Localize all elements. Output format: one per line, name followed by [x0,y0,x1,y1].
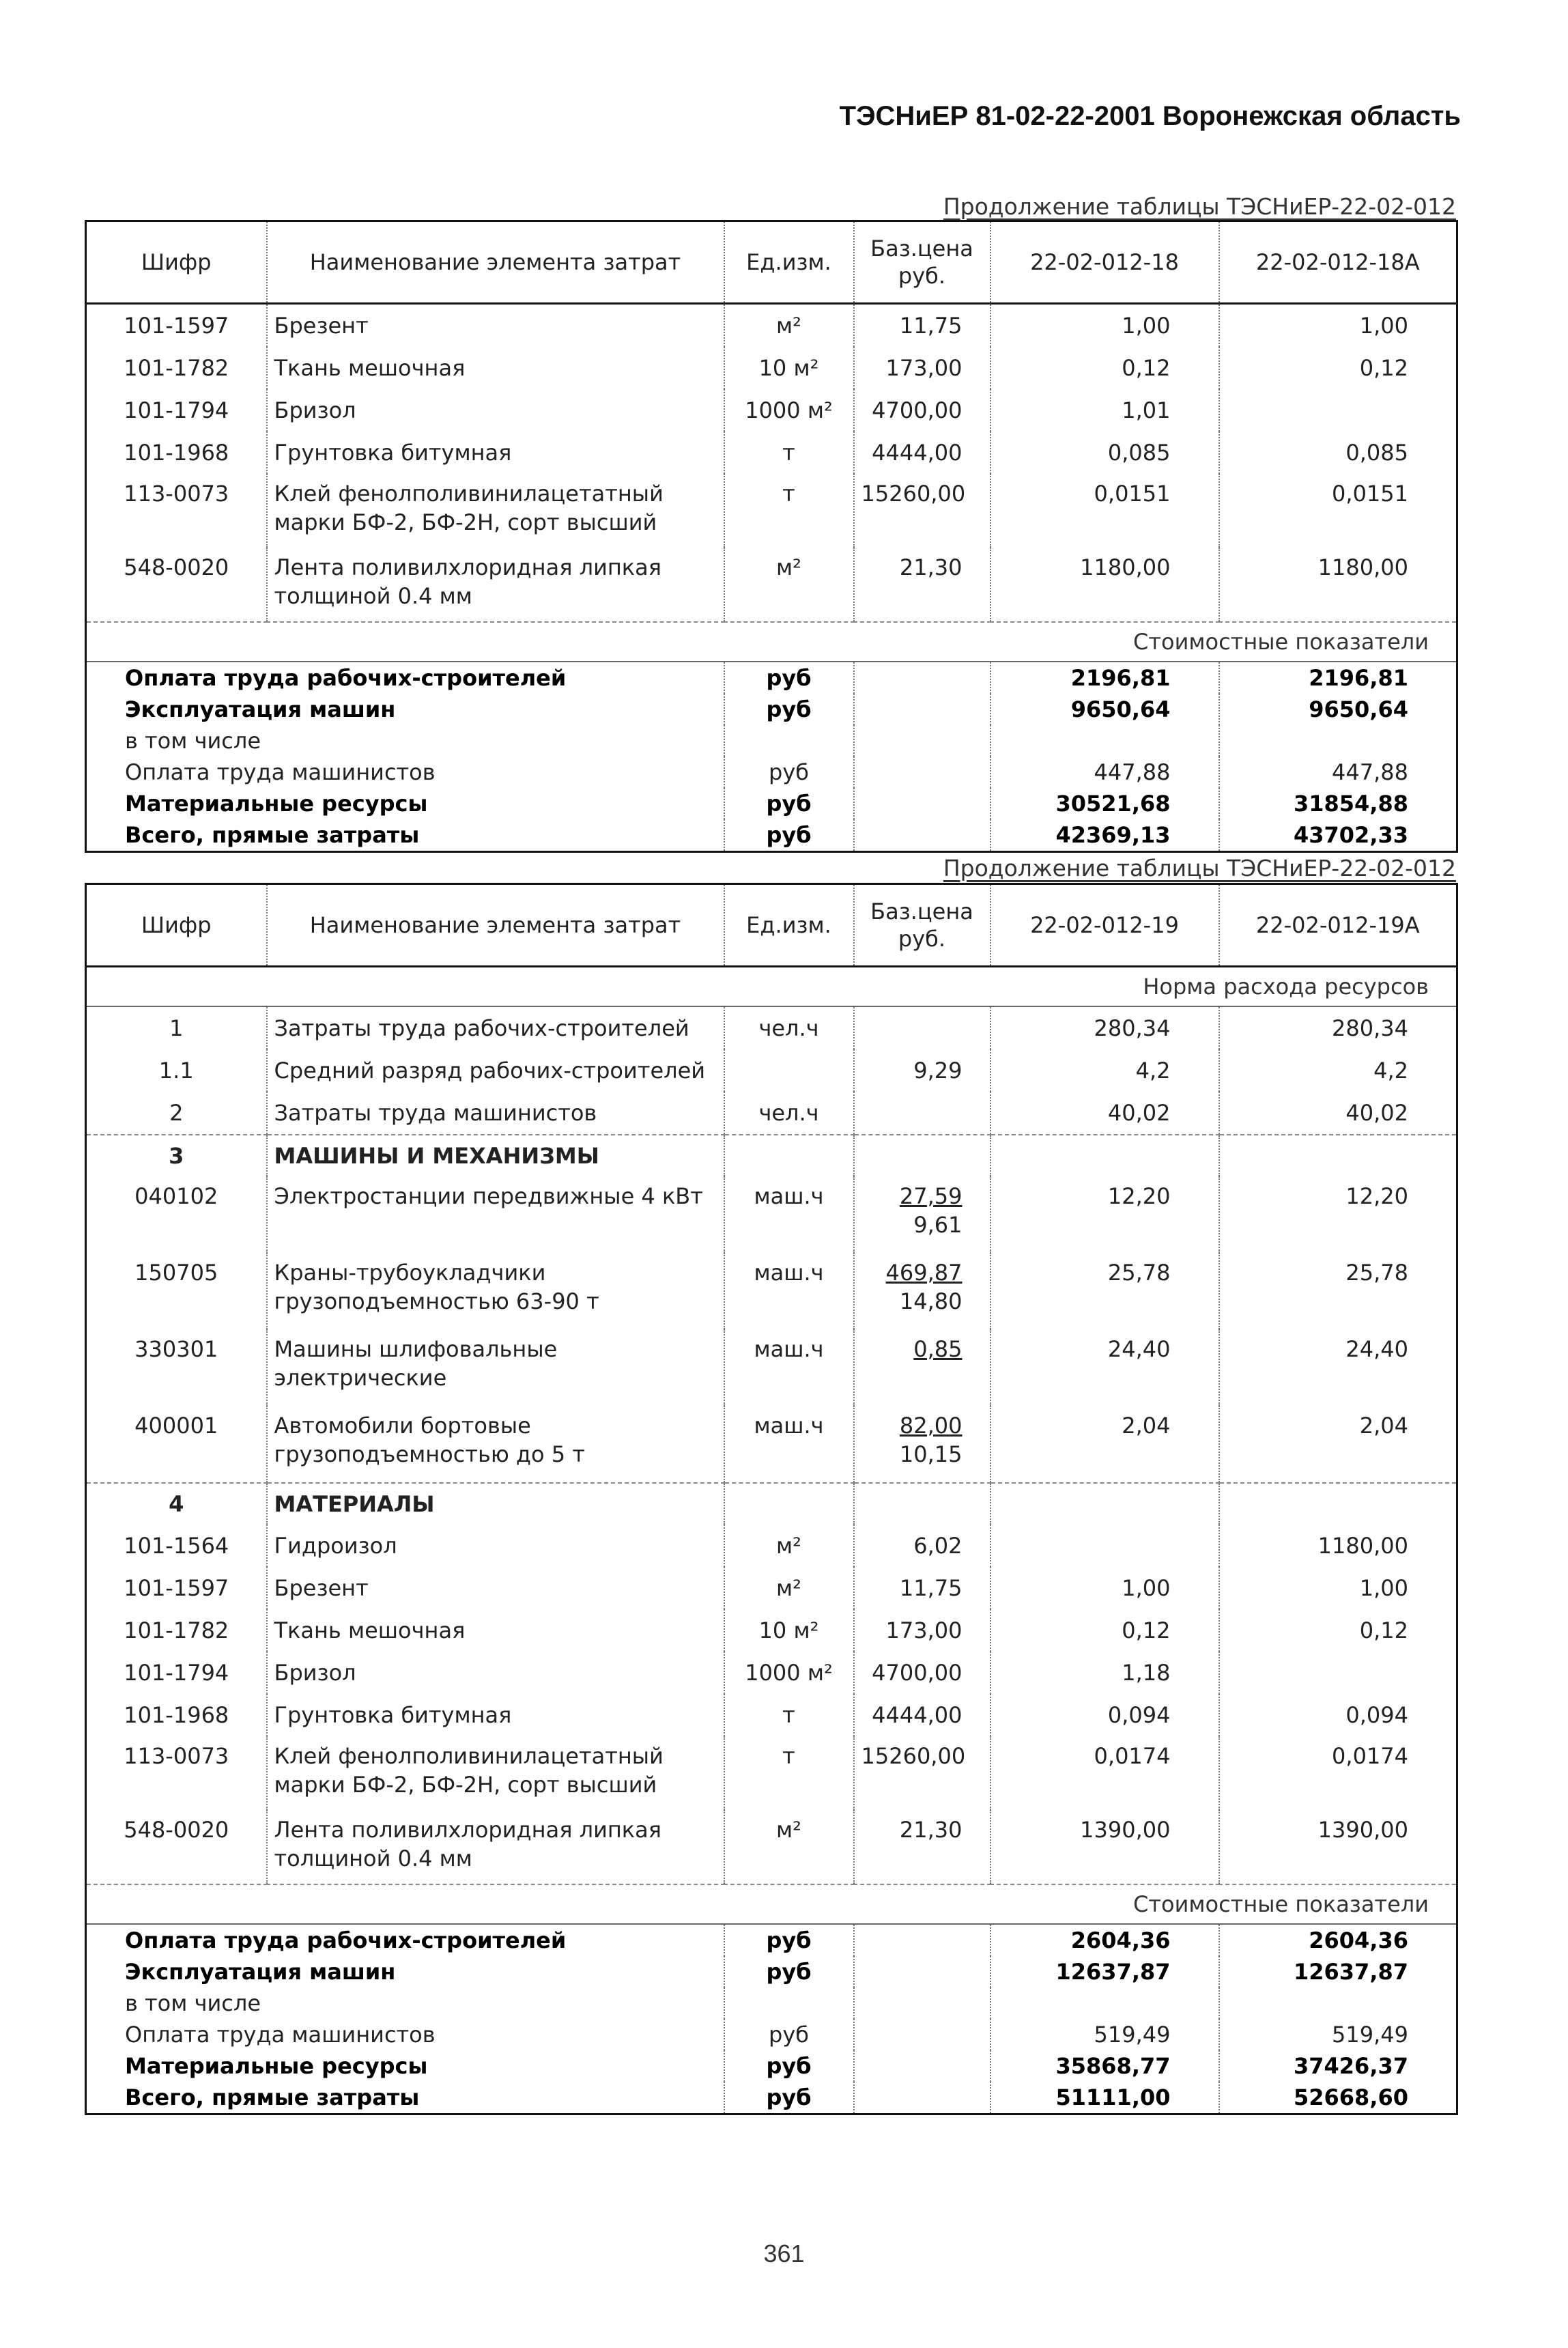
value2-cell: 0,0174 [1219,1736,1457,1810]
name-cell: Автомобили бортовые грузоподъемностью до 5 т [267,1406,724,1483]
cost-value1 [990,1988,1219,2019]
empty-cell [854,1988,990,2019]
value1-cell: 0,094 [990,1694,1219,1736]
cost-value1: 30521,68 [990,788,1219,819]
value1-cell: 2,04 [990,1406,1219,1483]
value1-cell: 12,20 [990,1176,1219,1253]
code-cell: 548-0020 [124,1817,229,1843]
table-row [86,1609,1457,1652]
name-cell: Машины шлифовальные электрические [267,1329,724,1406]
cost-label: Оплата труда машинистов [125,759,436,785]
empty-cell [854,788,990,819]
cost-row [86,2082,1457,2114]
value2-cell: 0,0151 [1219,474,1457,548]
name-cell: Краны-трубоукладчики грузоподъемностью 63-90 т [267,1253,724,1329]
unit-cell: т [724,1736,854,1810]
cost-value1: 447,88 [990,756,1219,788]
cost-row [86,1924,1457,1956]
name-cell: Средний разряд рабочих-строителей [267,1049,724,1092]
column-header: Ед.изм. [724,221,854,304]
unit-cell: чел.ч [724,1006,854,1049]
price-cell [854,1329,990,1406]
cost-section [86,622,1457,662]
unit-cell: м² [724,1810,854,1884]
empty-cell [854,1924,990,1956]
empty-cell [854,2082,990,2114]
table-row [86,432,1457,474]
section-code: 4 [86,1483,267,1525]
unit-cell: м² [724,304,854,348]
table2-caption: Продолжение таблицы ТЭСНиЕР-22-02-012 [943,855,1456,881]
empty-cell [1219,1135,1457,1176]
code-cell: 101-1597 [124,313,229,339]
cost-unit: руб [724,1956,854,1988]
code-cell: 2 [169,1100,184,1126]
unit-cell: 10 м² [724,1609,854,1652]
empty-cell [854,1483,990,1525]
value1-cell: 1,00 [990,304,1219,348]
name-cell: Брезент [267,1567,724,1609]
table-row [86,1736,1457,1810]
column-header: Наименование элемента затрат [267,884,724,967]
price-bottom: 9,61 [913,1212,963,1238]
price-cell: 4444,00 [854,1694,990,1736]
empty-cell [854,1956,990,1988]
value2-cell: 1390,00 [1219,1810,1457,1884]
cost-unit: руб [724,2019,854,2050]
cost-value2: 2604,36 [1219,1924,1457,1956]
table-row [86,1176,1457,1253]
code-cell: 113-0073 [124,1743,229,1769]
price-top: 82,00 [899,1413,963,1439]
cost-value1: 519,49 [990,2019,1219,2050]
empty-cell [854,662,990,694]
table-row [86,1567,1457,1609]
empty-cell [724,1483,854,1525]
cost-row [86,2050,1457,2082]
column-header: Ед.изм. [724,884,854,967]
name-cell: Лента поливилхлоридная липкая толщиной 0.4 мм [267,1810,724,1884]
name-cell: Ткань мешочная [267,347,724,389]
table-row [86,1049,1457,1092]
price-cell: 11,75 [854,1567,990,1609]
price-cell [854,1406,990,1483]
section-row [86,1483,1457,1525]
cost-section-label: Стоимостные показатели [86,622,1457,662]
price-cell: 15260,00 [854,1736,990,1810]
name-cell: Грунтовка битумная [267,432,724,474]
code-cell: 101-1564 [124,1533,229,1559]
value2-cell [1219,389,1457,432]
cost-value2 [1219,1988,1457,2019]
cost-row [86,756,1457,788]
cost-unit [724,1988,854,2019]
cost-value2: 9650,64 [1219,694,1457,725]
section-title: МАТЕРИАЛЫ [267,1483,724,1525]
name-cell: Ткань мешочная [267,1609,724,1652]
cost-label: Материальные ресурсы [125,2053,428,2079]
column-header: 22-02-012-19А [1219,884,1457,967]
cost-unit [724,725,854,756]
cost-label: Всего, прямые затраты [86,2082,724,2114]
price-cell: 4700,00 [854,389,990,432]
cost-section-label: Стоимостные показатели [86,1884,1457,1924]
cost-value2: 447,88 [1219,756,1457,788]
code-cell: 1 [169,1015,184,1041]
cost-value2: 52668,60 [1219,2082,1457,2114]
unit-cell: м² [724,1567,854,1609]
name-cell: Затраты труда машинистов [267,1092,724,1135]
value2-cell: 0,12 [1219,1609,1457,1652]
code-cell: 101-1782 [124,1617,229,1643]
column-header: Шифр [86,221,267,304]
cost-label: Эксплуатация машин [125,696,396,722]
price-cell [854,1006,990,1049]
cost-label: Оплата труда рабочих-строителей [125,665,567,691]
unit-cell: маш.ч [724,1406,854,1483]
cost-unit: руб [724,2082,854,2114]
empty-cell [1219,1483,1457,1525]
cost-value1: 42369,13 [990,819,1219,852]
table-row [86,1253,1457,1329]
cost-row [86,1988,1457,2019]
cost-unit: руб [724,788,854,819]
name-cell: Грунтовка битумная [267,1694,724,1736]
value1-cell: 1,18 [990,1652,1219,1694]
unit-cell: м² [724,548,854,622]
code-cell: 101-1597 [124,1575,229,1601]
unit-cell: т [724,432,854,474]
value1-cell: 0,0174 [990,1736,1219,1810]
value2-cell: 0,085 [1219,432,1457,474]
price-cell [854,1092,990,1135]
cost-value2 [1219,725,1457,756]
value2-cell: 1180,00 [1219,1525,1457,1567]
price-bottom: 10,15 [899,1441,963,1467]
cost-value1: 2604,36 [990,1924,1219,1956]
section-title: МАШИНЫ И МЕХАНИЗМЫ [267,1135,724,1176]
table-row [86,548,1457,622]
empty-cell [724,1135,854,1176]
section-code: 3 [86,1135,267,1176]
cost-row [86,694,1457,725]
price-cell: 9,29 [854,1049,990,1092]
cost-label: Оплата труда машинистов [125,2022,436,2048]
value1-cell [990,1525,1219,1567]
price-top: 0,85 [913,1336,963,1362]
price-top: 27,59 [899,1183,963,1209]
name-cell: Затраты труда рабочих-строителей [267,1006,724,1049]
value1-cell: 0,085 [990,432,1219,474]
value2-cell: 2,04 [1219,1406,1457,1483]
code-cell: 548-0020 [124,554,229,580]
cost-value1: 51111,00 [990,2082,1219,2114]
column-header: Шифр [86,884,267,967]
name-cell: Брезент [267,304,724,348]
price-cell: 21,30 [854,548,990,622]
value1-cell: 25,78 [990,1253,1219,1329]
page-number: 361 [763,2239,805,2267]
cost-label: Оплата труда рабочих-строителей [125,1927,567,1953]
table-row [86,1652,1457,1694]
name-cell: Гидроизол [267,1525,724,1567]
price-cell: 11,75 [854,304,990,348]
cost-row [86,1956,1457,1988]
empty-cell [854,1135,990,1176]
column-header: Баз.цена руб. [854,884,990,967]
code-cell: 150705 [134,1260,218,1286]
cost-value2: 43702,33 [1219,819,1457,852]
price-cell: 173,00 [854,1609,990,1652]
code-cell: 101-1968 [124,440,229,466]
column-header: 22-02-012-18 [990,221,1219,304]
cost-unit: руб [724,662,854,694]
cost-row [86,725,1457,756]
value1-cell: 0,0151 [990,474,1219,548]
code-cell: 101-1782 [124,355,229,381]
value2-cell: 1,00 [1219,304,1457,348]
table1-caption: Продолжение таблицы ТЭСНиЕР-22-02-012 [943,193,1456,220]
cost-value1: 35868,77 [990,2050,1219,2082]
column-header: 22-02-012-19 [990,884,1219,967]
cost-unit: руб [724,756,854,788]
unit-cell: т [724,1694,854,1736]
price-cell: 4700,00 [854,1652,990,1694]
cost-value2: 37426,37 [1219,2050,1457,2082]
table-row [86,1006,1457,1049]
value2-cell: 24,40 [1219,1329,1457,1406]
table-row [86,1694,1457,1736]
empty-cell [990,1135,1219,1176]
value2-cell: 4,2 [1219,1049,1457,1092]
cost-row [86,662,1457,694]
cost-unit: руб [724,819,854,852]
empty-cell [854,819,990,852]
cost-row [86,2019,1457,2050]
document-header: ТЭСНиЕР 81-02-22-2001 Воронежская область [839,101,1461,131]
cost-label: в том числе [125,728,261,754]
cost-value1: 2196,81 [990,662,1219,694]
empty-cell [854,2050,990,2082]
table-row [86,1525,1457,1567]
name-cell: Электростанции передвижные 4 кВт [267,1176,724,1253]
empty-cell [990,1483,1219,1525]
code-cell: 330301 [134,1336,218,1362]
cost-value2: 2196,81 [1219,662,1457,694]
code-cell: 040102 [134,1183,218,1209]
value2-cell: 0,12 [1219,347,1457,389]
name-cell: Лента поливилхлоридная липкая толщиной 0.4 мм [267,548,724,622]
value1-cell: 4,2 [990,1049,1219,1092]
value1-cell: 0,12 [990,1609,1219,1652]
table-row [86,304,1457,348]
cost-value1 [990,725,1219,756]
column-header: Наименование элемента затрат [267,221,724,304]
name-cell: Бризол [267,389,724,432]
code-cell: 1.1 [158,1058,194,1084]
value2-cell: 280,34 [1219,1006,1457,1049]
value2-cell: 0,094 [1219,1694,1457,1736]
cost-unit: руб [724,694,854,725]
table-row [86,1092,1457,1135]
empty-cell [854,694,990,725]
value1-cell: 1180,00 [990,548,1219,622]
value2-cell: 1,00 [1219,1567,1457,1609]
cost-unit: руб [724,1924,854,1956]
norm-section [86,967,1457,1007]
table-row [86,389,1457,432]
cost-unit: руб [724,2050,854,2082]
unit-cell: м² [724,1525,854,1567]
table-row [86,474,1457,548]
table-row [86,1810,1457,1884]
name-cell: Клей фенолполивинилацетатный марки БФ-2, БФ-2Н, сорт высший [267,474,724,548]
empty-cell [854,725,990,756]
code-cell: 101-1794 [124,1660,229,1686]
cost-label: в том числе [125,1990,261,2016]
cost-label: Материальные ресурсы [125,791,428,817]
cost-value1: 9650,64 [990,694,1219,725]
code-cell: 113-0073 [124,481,229,507]
value1-cell: 0,12 [990,347,1219,389]
table-row [86,1329,1457,1406]
price-cell: 15260,00 [854,474,990,548]
unit-cell: 10 м² [724,347,854,389]
column-header: 22-02-012-18А [1219,221,1457,304]
unit-cell [724,1049,854,1092]
value2-cell: 25,78 [1219,1253,1457,1329]
price-cell: 173,00 [854,347,990,389]
cost-value1: 12637,87 [990,1956,1219,1988]
name-cell: Клей фенолполивинилацетатный марки БФ-2, БФ-2Н, сорт высший [267,1736,724,1810]
table2 [85,883,1458,2115]
value1-cell: 280,34 [990,1006,1219,1049]
cost-label: Всего, прямые затраты [86,819,724,852]
cost-value2: 12637,87 [1219,1956,1457,1988]
cost-row [86,788,1457,819]
cost-label: Эксплуатация машин [125,1959,396,1985]
value1-cell: 1,01 [990,389,1219,432]
unit-cell: чел.ч [724,1092,854,1135]
value1-cell: 1,00 [990,1567,1219,1609]
unit-cell: маш.ч [724,1176,854,1253]
unit-cell: маш.ч [724,1329,854,1406]
table-row [86,347,1457,389]
header-row [86,221,1457,304]
empty-cell [854,2019,990,2050]
name-cell: Бризол [267,1652,724,1694]
value1-cell: 40,02 [990,1092,1219,1135]
value2-cell [1219,1652,1457,1694]
code-cell: 400001 [134,1413,218,1439]
cost-section [86,1884,1457,1924]
norm-section-label: Норма расхода ресурсов [86,967,1457,1007]
code-cell: 101-1968 [124,1702,229,1728]
value2-cell: 12,20 [1219,1176,1457,1253]
section-row [86,1135,1457,1176]
price-cell: 21,30 [854,1810,990,1884]
unit-cell: маш.ч [724,1253,854,1329]
cost-value2: 31854,88 [1219,788,1457,819]
price-top: 469,87 [885,1260,963,1286]
value1-cell: 24,40 [990,1329,1219,1406]
table-row [86,1406,1457,1483]
table1 [85,220,1458,853]
code-cell: 101-1794 [124,397,229,423]
header-row [86,884,1457,967]
column-header: Баз.цена руб. [854,221,990,304]
value2-cell: 40,02 [1219,1092,1457,1135]
unit-cell: 1000 м² [724,389,854,432]
price-cell: 4444,00 [854,432,990,474]
cost-row [86,819,1457,852]
price-cell: 6,02 [854,1525,990,1567]
value2-cell: 1180,00 [1219,548,1457,622]
cost-value2: 519,49 [1219,2019,1457,2050]
unit-cell: 1000 м² [724,1652,854,1694]
price-bottom: 14,80 [899,1288,963,1314]
unit-cell: т [724,474,854,548]
value1-cell: 1390,00 [990,1810,1219,1884]
price-cell [854,1176,990,1253]
empty-cell [854,756,990,788]
price-cell [854,1253,990,1329]
